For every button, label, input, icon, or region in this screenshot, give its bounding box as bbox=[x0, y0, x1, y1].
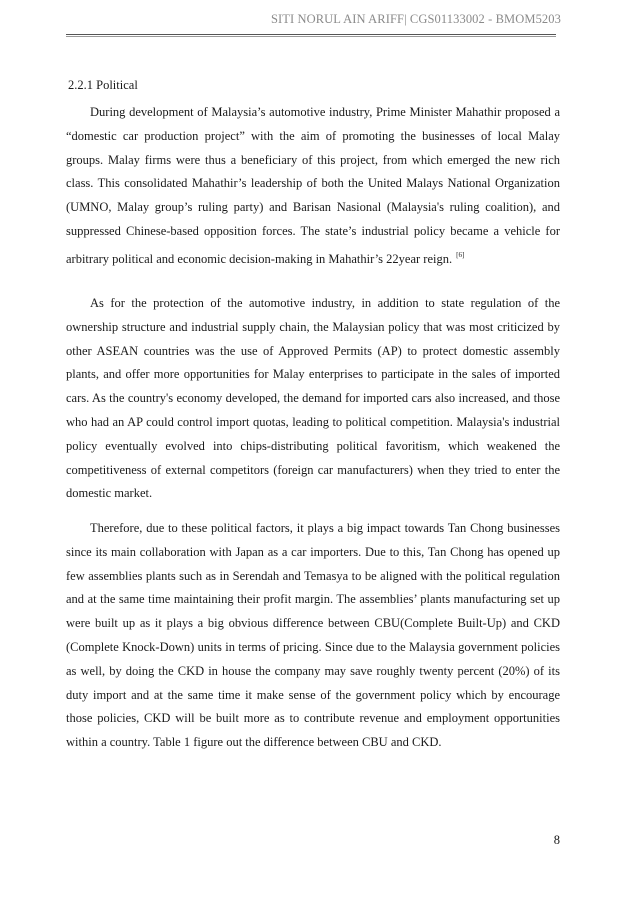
running-header: SITI NORUL AIN ARIFF| CGS01133002 - BMOM5203 bbox=[270, 12, 561, 26]
paragraph-1-text: During development of Malaysia’s automotive industry, Prime Minister Mahathir proposed a “domestic car production project” with the aim of promoting the businesses of local Malay groups. Malay firms were thus a beneficiary of this project, from which emerged the new rich class. This consolidated Mahathir’s leadership of both the United Malays National Organization (UMNO, Malay group’s ruling party) and Barisan Nasional (Malaysia's ruling coalition), and suppressed Chinese-based opposition forces. The state’s industrial policy became a vehicle for arbitrary political and economic decision-making in Mahathir’s 22year reign. bbox=[66, 105, 560, 266]
citation-marker: [6] bbox=[456, 250, 465, 259]
paragraph-3-text: Therefore, due to these political factors, it plays a big impact towards Tan Chong businesses since its main collaboration with Japan as a car importers. Due to this, Tan Chong has opened up few assemblies plants such as in Serendah and Temasya to be aligned with the political regulation and at the same time maintaining their profit margin. The assemblies’ plants manufacturing set up were built up as it plays a big obvious difference between CBU(Complete Built-Up) and CKD (Complete Knock-Down) units in terms of pricing. Since due to the Malaysia government policies as well, by doing the CKD in house the company may save roughly twenty percent (20%) of its duty import and at the same time it make sense of the government policy which by encourage those policies, CKD will be built more as to contribute revenue and employment opportunities within a country. Table 1 figure out the difference between CBU and CKD. bbox=[66, 521, 560, 750]
paragraph-2-text: As for the protection of the automotive industry, in addition to state regulation of the ownership structure and industrial supply chain, the Malaysian policy that was most criticized by other ASEAN countries was the use of Approved Permits (AP) to protect domestic assembly plants, and offer more opportunities for Malay enterprises to participate in the sales of imported cars. As the country's economy developed, the demand for imported cars also increased, and those who had an AP could control import quotas, leading to political competition. Malaysia's industrial policy eventually evolved into chips-distributing political favoritism, which weakened the competitiveness of external competitors (foreign car manufacturers) when they tried to enter the domestic market. bbox=[66, 296, 560, 501]
header-rule bbox=[66, 34, 556, 35]
header-rule-secondary bbox=[66, 36, 556, 37]
page-number: 8 bbox=[553, 833, 560, 847]
section-heading: 2.2.1 Political bbox=[68, 78, 138, 92]
paragraph-1 bbox=[66, 101, 560, 272]
paragraph-2 bbox=[66, 292, 560, 506]
paragraph-3 bbox=[66, 517, 560, 755]
